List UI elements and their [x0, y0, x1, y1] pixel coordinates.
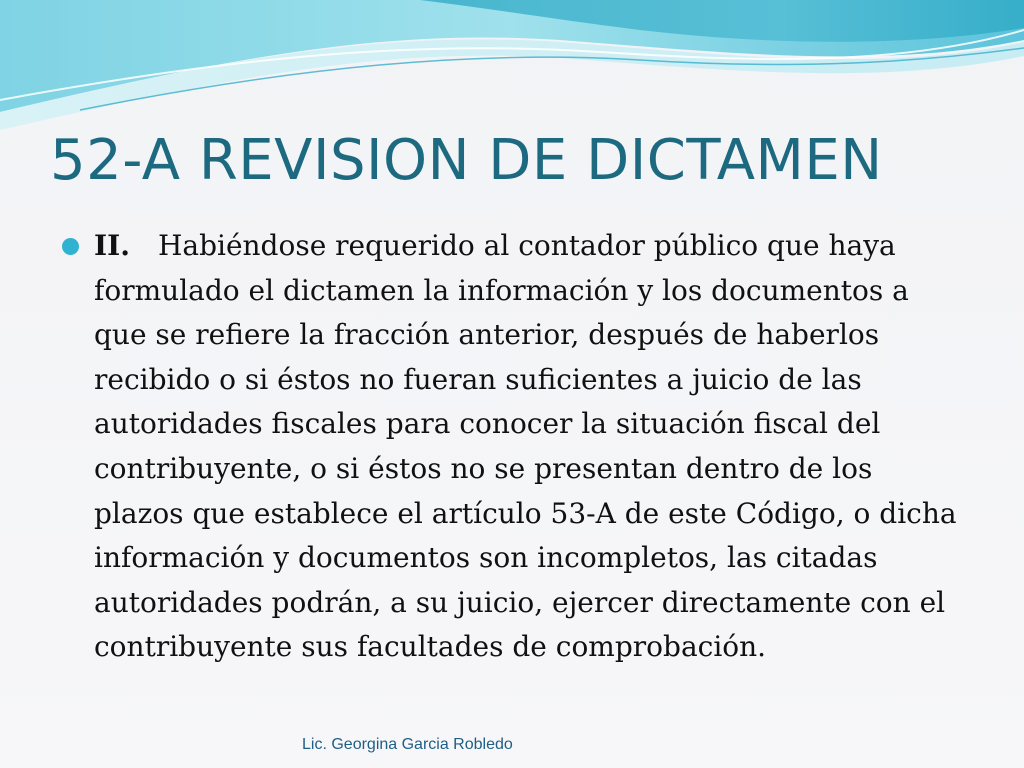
filled-circle-bullet-icon [62, 238, 79, 255]
bullet-text: Habiéndose requerido al contador público que haya formulado el dictamen la información y los documentos a que se refiere la fracción anterior, después de haberlos recibido o si éstos no fueran suficientes a juicio de las autoridades fiscales para conocer la situación fiscal del contribuyente, o si éstos no se presentan dentro de los plazos que establece el artículo 53-A de este Código, o dicha información y documentos son incompletos, las citadas autoridades podrán, a su juicio, ejercer directamente con el contribuyente sus facultades de comprobación. [94, 229, 957, 664]
footer-author: Lic. Georgina Garcia Robledo [302, 736, 513, 753]
slide-title: 52-A REVISION DE DICTAMEN [50, 128, 883, 193]
fraction-numeral: II. [94, 229, 130, 262]
bullet-item [62, 224, 967, 670]
header-wave-decoration [0, 0, 1024, 130]
bullet-paragraph [62, 224, 967, 670]
